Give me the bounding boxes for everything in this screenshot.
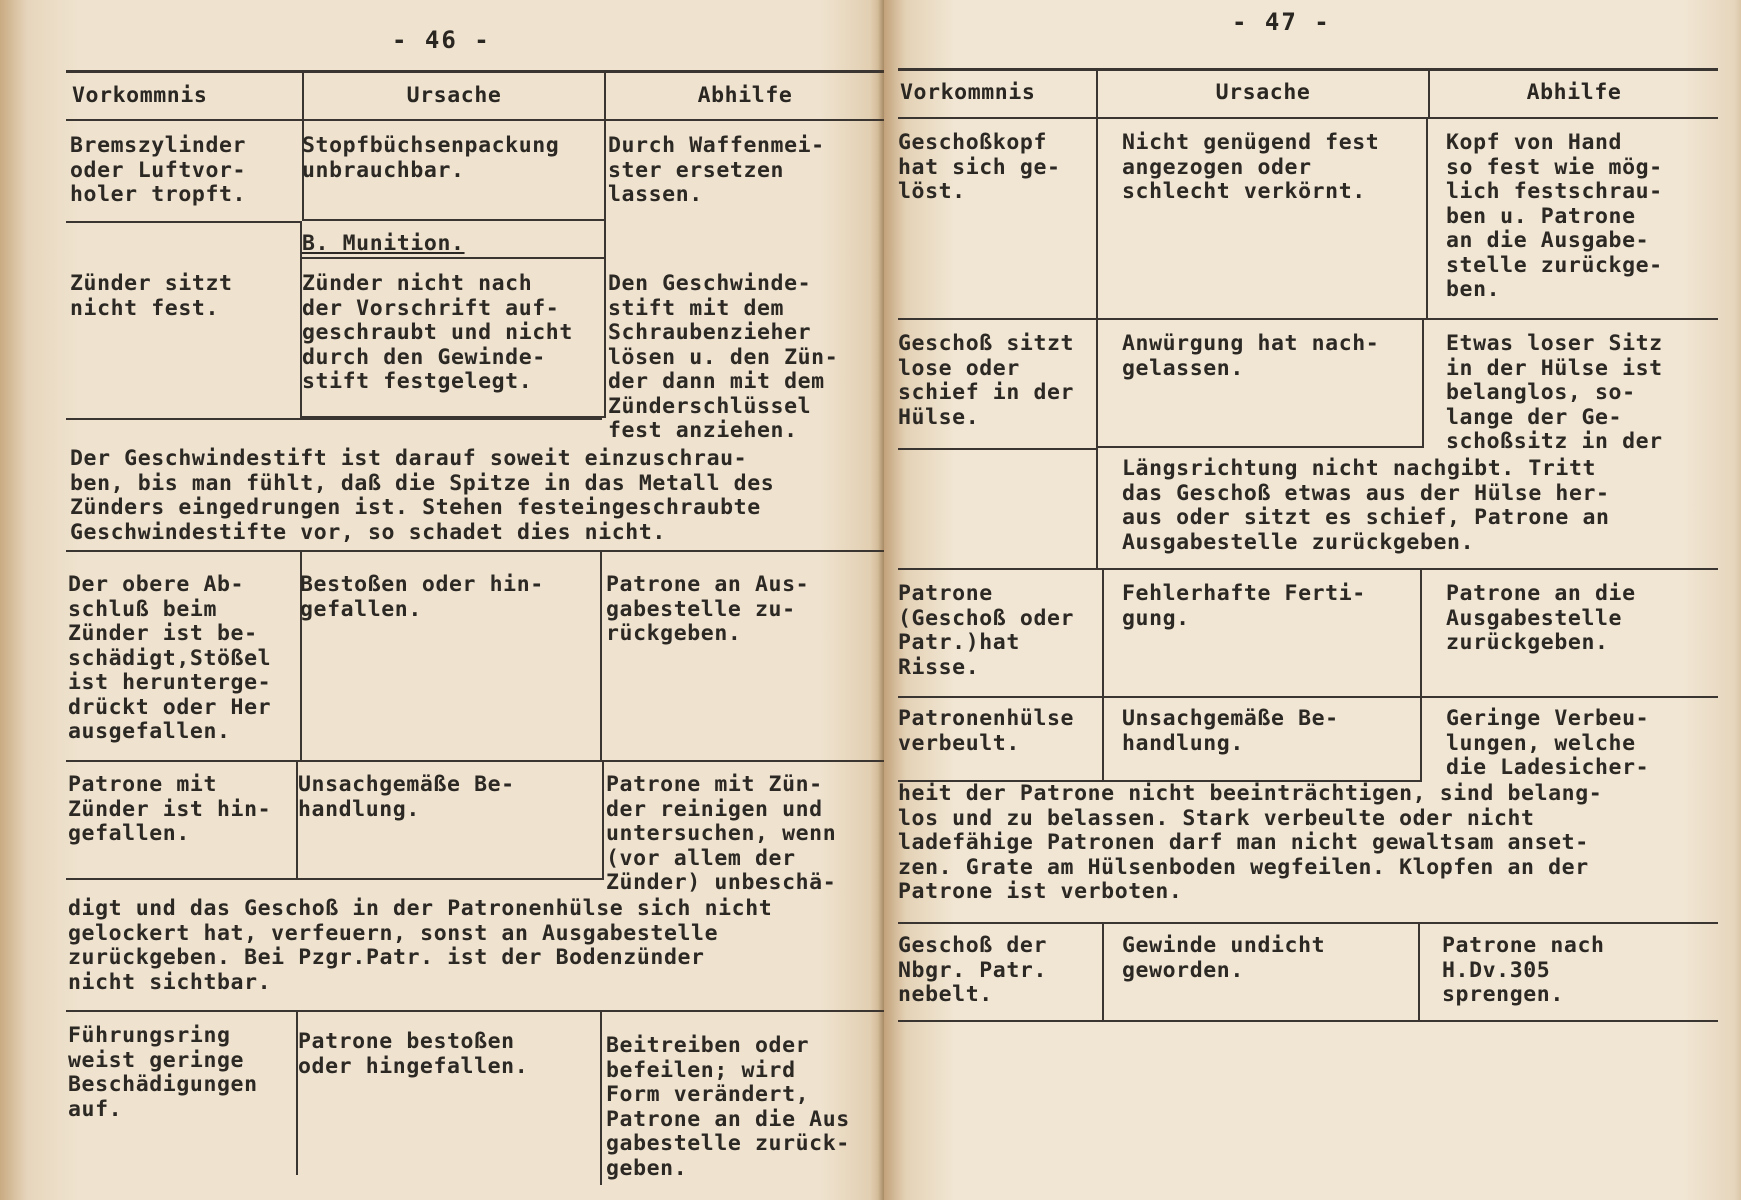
page-47 — [884, 0, 1741, 1200]
row3-ursache: Bestoßen oder hin- gefallen. — [300, 572, 544, 622]
row-rule — [66, 1010, 884, 1012]
section-heading-rule — [302, 257, 604, 259]
row2-abhilfe: Den Geschwinde- stift mit dem Schraubenzieher lösen u. den Zün- der dann mit dem Zünderschlüssel fest anziehen. — [608, 271, 839, 443]
row2-abhilfe: Etwas loser Sitz in der Hülse ist belanglos, so- lange der Ge- schoßsitz in der — [1446, 331, 1663, 454]
column-divider — [602, 760, 604, 880]
row2-continuation: Der Geschwindestift ist darauf soweit einzuschrau- ben, bis man fühlt, daß die Spitze in das Metall des Zünders eingedrungen ist. Stehen festeingeschraubte Geschwindestifte vor, so schadet dies nicht. — [70, 446, 775, 545]
header-ursache: Ursache — [1215, 80, 1311, 105]
row3-abhilfe: Patrone an Aus- gabestelle zu- rückgeben. — [606, 572, 810, 646]
row-rule — [66, 760, 884, 762]
row-rule — [898, 318, 1718, 320]
column-divider — [1420, 568, 1422, 698]
header-abhilfe: Abhilfe — [697, 83, 793, 108]
column-divider — [604, 219, 606, 418]
row-rule — [898, 568, 1718, 570]
row3-abhilfe: Patrone an die Ausgabestelle zurückgeben. — [1446, 581, 1636, 655]
column-divider — [600, 1010, 602, 1185]
column-divider — [1420, 696, 1422, 782]
table-bottom-rule — [898, 1020, 1718, 1022]
row4-continuation: heit der Patrone nicht beeinträchtigen, sind belang- los und zu belassen. Stark verbeulte oder nicht ladefähige Patronen darf man nicht gewaltsam anset- zen. Grate am Hülsenboden wegfeilen. Klopfen an der Patrone ist verboten. — [898, 781, 1603, 904]
row2-continuation: Längsrichtung nicht nachgibt. Tritt das Geschoß etwas aus der Hülse her- aus oder sitzt es schief, Patrone an Ausgabestelle zurückgeben. — [1122, 456, 1610, 555]
column-divider — [1418, 922, 1420, 1022]
row3-vorkommnis: Patrone (Geschoß oder Patr.)hat Risse. — [898, 581, 1075, 680]
row1-vorkommnis: Bremszylinder oder Luftvor- holer tropft. — [70, 133, 247, 207]
column-divider — [1096, 318, 1098, 568]
row5-abhilfe: Beitreiben oder befeilen; wird Form verändert, Patrone an die Aus gabestelle zurück- geben. — [606, 1033, 850, 1181]
header-bottom-rule — [66, 119, 884, 121]
header-vorkommnis: Vorkommnis — [72, 83, 208, 108]
row1-abhilfe: Durch Waffenmei- ster ersetzen lassen. — [608, 133, 825, 207]
row2-vorkommnis: Geschoß sitzt lose oder schief in der Hülse. — [898, 331, 1075, 430]
row-rule — [898, 922, 1718, 924]
row4-abhilfe: Patrone mit Zün- der reinigen und untersuchen, wenn (vor allem der Zünder) unbeschä- — [606, 772, 837, 895]
row-rule — [66, 418, 602, 420]
column-divider — [600, 550, 602, 760]
table-top-rule — [66, 70, 884, 73]
row4-abhilfe: Geringe Verbeu- lungen, welche die Ladesicher- — [1446, 706, 1650, 780]
row5-vorkommnis: Geschoß der Nbgr. Patr. nebelt. — [898, 933, 1047, 1007]
column-divider — [1102, 922, 1104, 1022]
row1-ursache: Nicht genügend fest angezogen oder schlecht verkörnt. — [1122, 130, 1380, 204]
header-ursache: Ursache — [406, 83, 502, 108]
row-rule — [898, 696, 1718, 698]
row2-ursache: Zünder nicht nach der Vorschrift auf- geschraubt und nicht durch den Gewinde- stift festgelegt. — [302, 271, 573, 394]
row-rule — [66, 221, 302, 223]
row-rule — [302, 219, 604, 221]
row-rule — [66, 878, 602, 880]
page-number: - 47 - — [1232, 8, 1331, 36]
row-rule — [898, 448, 1096, 450]
header-abhilfe: Abhilfe — [1526, 80, 1622, 105]
column-divider — [1102, 568, 1104, 698]
row5-ursache: Patrone bestoßen oder hingefallen. — [298, 1029, 529, 1079]
header-vorkommnis: Vorkommnis — [900, 80, 1036, 105]
row-rule — [66, 550, 884, 552]
row4-vorkommnis: Patronenhülse verbeult. — [898, 706, 1075, 756]
row1-ursache: Stopfbüchsenpackung unbrauchbar. — [302, 133, 560, 183]
row3-vorkommnis: Der obere Ab- schluß beim Zünder ist be- schädigt,Stößel ist herunterge- drückt oder Her ausgefallen. — [68, 572, 272, 744]
row5-ursache: Gewinde undicht geworden. — [1122, 933, 1326, 983]
row4-continuation: digt und das Geschoß in der Patronenhülse sich nicht gelockert hat, verfeuern, sonst an Ausgabestelle zurückgeben. Bei Pzgr.Patr. ist der Bodenzünder nicht sichtbar. — [68, 896, 773, 995]
section-heading-munition: B. Munition. — [302, 231, 465, 256]
row2-ursache: Anwürgung hat nach- gelassen. — [1122, 331, 1380, 381]
row4-ursache: Unsachgemäße Be- handlung. — [298, 772, 515, 822]
row3-ursache: Fehlerhafte Ferti- gung. — [1122, 581, 1366, 631]
row1-vorkommnis: Geschoßkopf hat sich ge- löst. — [898, 130, 1061, 204]
column-divider — [1102, 696, 1104, 782]
row5-vorkommnis: Führungsring weist geringe Beschädigungen auf. — [68, 1023, 258, 1122]
row4-vorkommnis: Patrone mit Zünder ist hin- gefallen. — [68, 772, 272, 846]
row-rule — [1096, 446, 1422, 448]
row1-abhilfe: Kopf von Hand so fest wie mög- lich festschrau- ben u. Patrone an die Ausgabe- stelle zurückge- ben. — [1446, 130, 1663, 302]
column-divider — [1096, 117, 1098, 320]
row2-vorkommnis: Zünder sitzt nicht fest. — [70, 271, 233, 321]
row4-ursache: Unsachgemäße Be- handlung. — [1122, 706, 1339, 756]
column-divider — [1426, 117, 1428, 320]
page-number: - 46 - — [392, 26, 491, 54]
row5-abhilfe: Patrone nach H.Dv.305 sprengen. — [1442, 933, 1605, 1007]
column-divider — [604, 119, 606, 219]
table-top-rule — [898, 68, 1718, 71]
header-bottom-rule — [898, 117, 1718, 119]
column-divider — [1422, 318, 1424, 448]
